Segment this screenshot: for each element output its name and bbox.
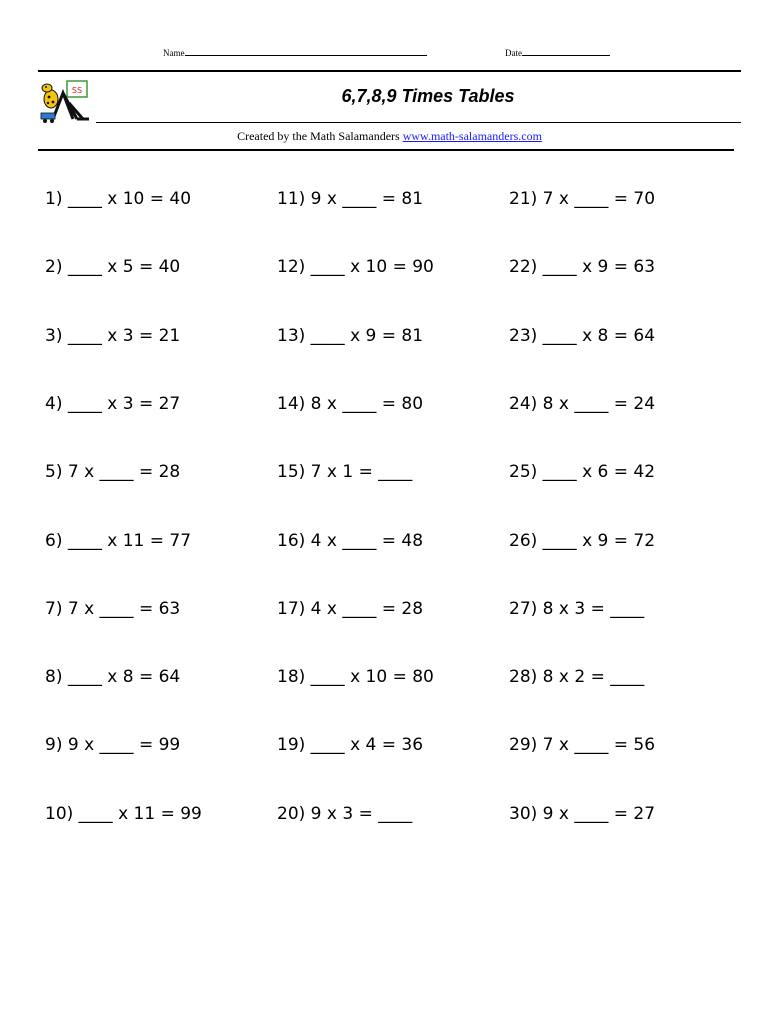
date-label: Date xyxy=(505,48,522,58)
problem-item: 1) ____ x 10 = 40 xyxy=(45,189,192,209)
problem-item: 4) ____ x 3 = 27 xyxy=(45,394,181,414)
logo-letters: SS xyxy=(71,86,83,95)
problem-item: 29) 7 x ____ = 56 xyxy=(509,735,656,755)
problem-item: 10) ____ x 11 = 99 xyxy=(45,804,202,824)
problem-item: 8) ____ x 8 = 64 xyxy=(45,667,181,687)
problem-item: 9) 9 x ____ = 99 xyxy=(45,735,181,755)
problem-item: 26) ____ x 9 = 72 xyxy=(509,531,656,551)
problem-item: 6) ____ x 11 = 77 xyxy=(45,531,192,551)
problem-item: 12) ____ x 10 = 90 xyxy=(277,257,434,277)
problem-item: 13) ____ x 9 = 81 xyxy=(277,326,424,346)
problem-item: 20) 9 x 3 = ____ xyxy=(277,804,413,824)
problem-item: 18) ____ x 10 = 80 xyxy=(277,667,434,687)
problem-item: 3) ____ x 3 = 21 xyxy=(45,326,181,346)
problem-item: 22) ____ x 9 = 63 xyxy=(509,257,656,277)
problem-item: 14) 8 x ____ = 80 xyxy=(277,394,424,414)
problem-item: 7) 7 x ____ = 63 xyxy=(45,599,181,619)
problem-item: 27) 8 x 3 = ____ xyxy=(509,599,645,619)
problem-item: 17) 4 x ____ = 28 xyxy=(277,599,424,619)
problem-item: 28) 8 x 2 = ____ xyxy=(509,667,645,687)
website-link[interactable]: www.math-salamanders.com xyxy=(402,129,542,143)
problem-item: 23) ____ x 8 = 64 xyxy=(509,326,656,346)
problem-item: 16) 4 x ____ = 48 xyxy=(277,531,424,551)
problem-item: 30) 9 x ____ = 27 xyxy=(509,804,656,824)
problem-item: 5) 7 x ____ = 28 xyxy=(45,462,181,482)
problem-item: 11) 9 x ____ = 81 xyxy=(277,189,424,209)
problem-item: 21) 7 x ____ = 70 xyxy=(509,189,656,209)
credit-text: Created by the Math Salamanders xyxy=(237,129,403,143)
page-title: 6,7,8,9 Times Tables xyxy=(341,86,515,106)
problem-item: 15) 7 x 1 = ____ xyxy=(277,462,413,482)
name-label: Name xyxy=(163,48,185,58)
problem-item: 25) ____ x 6 = 42 xyxy=(509,462,656,482)
problem-item: 24) 8 x ____ = 24 xyxy=(509,394,656,414)
problem-item: 2) ____ x 5 = 40 xyxy=(45,257,181,277)
problem-item: 19) ____ x 4 = 36 xyxy=(277,735,424,755)
